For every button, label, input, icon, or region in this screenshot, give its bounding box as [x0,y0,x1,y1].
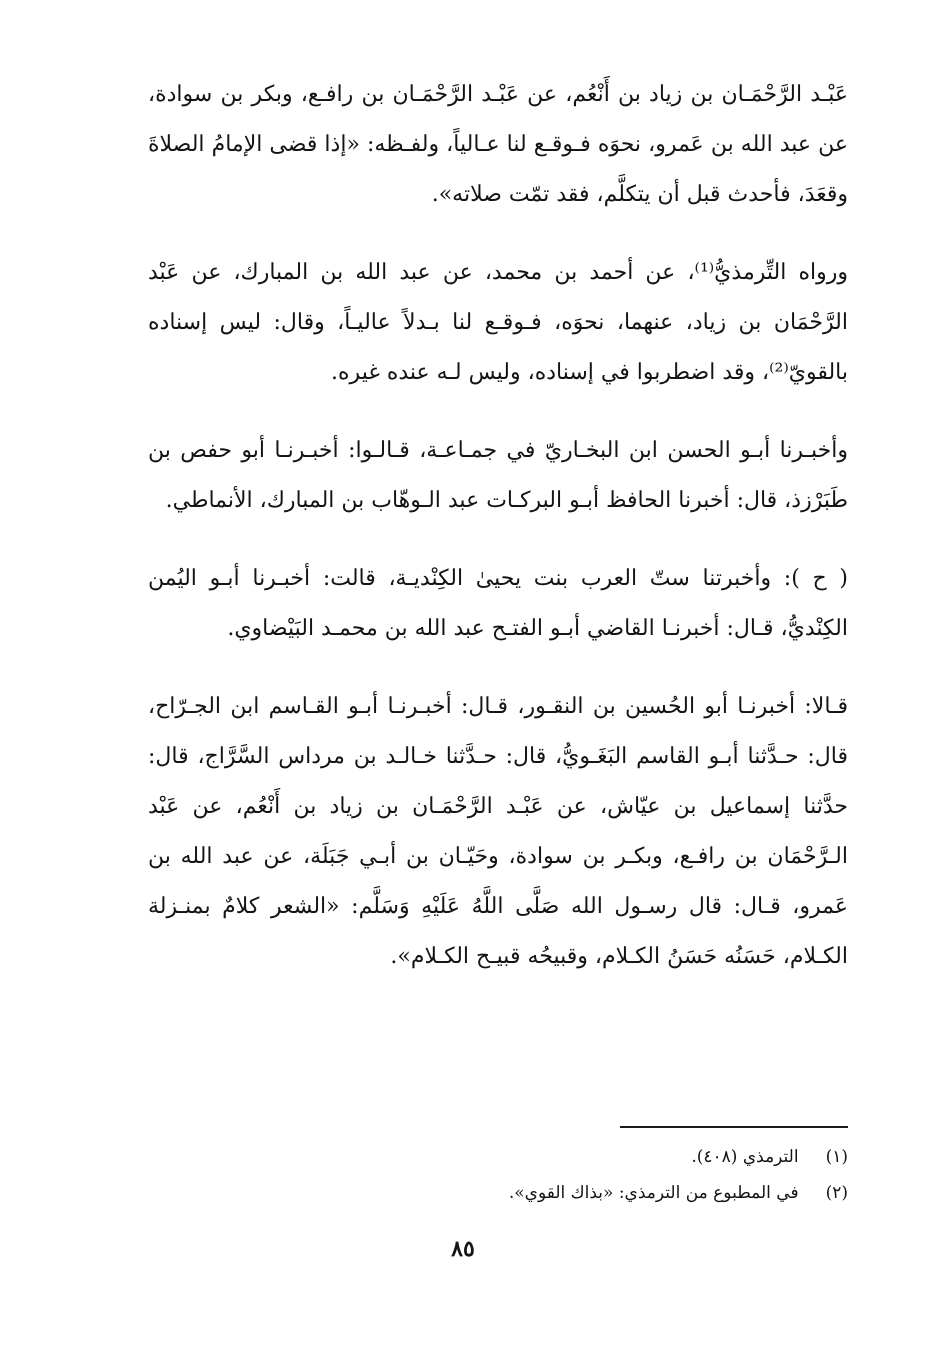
footnote-text: في المطبوع من الترمذي: «بذاك القوي». [508,1183,799,1203]
footnote-1 [148,1142,848,1172]
footnote-number: (١) [825,1147,848,1167]
paragraph-3: وأخبـرنا أبـو الحسن ابن البخـاريّ في جمـاعـة، قـالـوا: أخبـرنـا أبو حفص بن طَبَرْزذ، قال: أخبرنا الحافظ أبـو البركـات عبد الـوهّاب بن المبارك، الأنماطي. [148,438,848,513]
footnote-list [148,1142,848,1214]
main-text [148,70,848,982]
paragraph-1: عَبْـد الرَّحْمَـان بن زياد بن أَنْعُم، عن عَبْـد الرَّحْمَـان بن رافـع، وبكر بن سوادة، عن عبد الله بن عَمرو، نحوَه فـوقـع لنا عـالياً، ولفـظه: «إذا قضى الإمامُ الصلاةَ وقعَدَ، فأحدث قبل أن يتكلَّم، فقد تمّت صلاته». [148,82,848,207]
footnote-2 [148,1178,848,1208]
footnote-separator [620,1126,848,1128]
paragraph-5: قـالا: أخبرنـا أبو الحُسين بن النقـور، قـال: أخبـرنـا أبـو القـاسم ابن الجـرّاح، قال: حـدَّثنا أبـو القاسم البَغَـويُّ، قال: حـدَّثنا خـالـد بن مرداس السَّرَّاج، قال: حدَّثنا إسماعيل بن عيّاش، عن عَبْـد الرَّحْمَـان بن زياد بن أَنْعُم، عن عَبْد الـرَّحْمَان بن رافـع، وبكـر بن سوادة، وحَيّـان بن أبـي جَبَلَة، عن عبد الله بن عَمرو، قـال: قال رسـول الله صَلَّى اللَّهُ عَلَيْهِ وَسَلَّم: «الشعر كلامٌ بمنـزلة الكـلام، حَسَنُه حَسَنُ الكـلام، وقبيحُه قبيـح الكـلام». [148,694,848,969]
footnote-text: الترمذي (٤٠٨). [691,1147,799,1167]
paragraph-2: ورواه التِّرمذيُّ⁽¹⁾، عن أحمد بن محمد، عن عبد الله بن المبارك، عن عَبْد الرَّحْمَان بن زياد، عنهما، نحوَه، فـوقـع لنا بـدلاً عاليـاً، وقال: ليس إسناده بالقويّ⁽²⁾، وقد اضطربوا في إسناده، وليس لـه عنده غيره. [148,260,848,385]
footnote-number: (٢) [825,1183,848,1203]
page-number: ٨٥ [451,1236,475,1262]
paragraph-4: ( ح ): وأخبرتنا ستّ العرب بنت يحيىٰ الكِنْديـة، قالت: أخبـرنا أبـو اليُمن الكِنْديُّ، قـال: أخبرنـا القاضي أبـو الفتـح عبد الله بن محمـد البَيْضاوي. [148,566,848,641]
